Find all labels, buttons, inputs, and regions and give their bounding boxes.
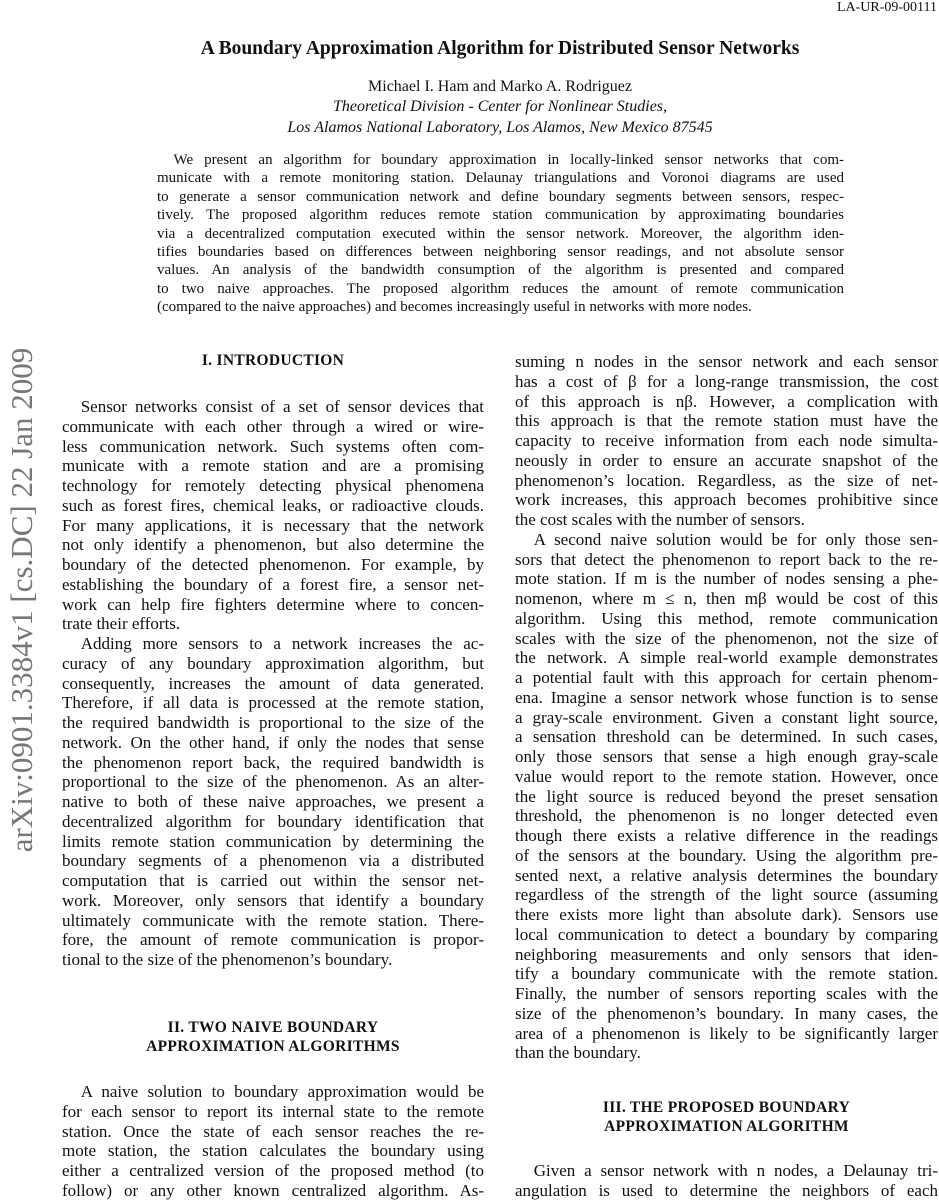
- text-line: the phenomenon report back, the required bandwidth is: [62, 752, 484, 772]
- text-line: capacity to receive information from each node simulta-: [515, 431, 938, 450]
- text-line: municate with a remote station and are a promising: [62, 456, 484, 476]
- text-line: than the boundary.: [515, 1043, 641, 1063]
- text-line: Adding more sensors to a network increases the ac-: [80, 634, 484, 653]
- text-line: there exists more light than absolute dark). Sensors use: [515, 905, 938, 924]
- section-heading-naive-2: APPROXIMATION ALGORITHMS: [146, 1038, 400, 1055]
- text-line: technology for remotely detecting physical phenomena: [62, 476, 484, 495]
- text-line: boundary segments of a phenomenon via a distributed: [62, 851, 484, 871]
- text-line: curacy of any boundary approximation algorithm, but: [62, 653, 484, 673]
- text-line: threshold, the phenomenon is no longer detected even: [515, 806, 938, 826]
- section-heading-naive-1: II. TWO NAIVE BOUNDARY: [167, 1019, 379, 1036]
- text-line: (compared to the naive approaches) and becomes increasingly useful in networks with more nodes.: [157, 299, 752, 316]
- text-line: work. Moreover, only sensors that identify a boundary: [62, 890, 484, 910]
- text-line: has a cost of β for a long-range transmission, the cost: [515, 371, 938, 391]
- text-line: limits remote station communication by determining the: [62, 831, 484, 851]
- text-line: neighboring measurements and only sensors that iden-: [515, 944, 938, 964]
- text-line: this approach is that the remote station must have the: [515, 411, 938, 431]
- text-line: Given a sensor network with n nodes, a Delaunay tri-: [533, 1161, 938, 1180]
- text-line: angulation is used to determine the neighbors of each: [515, 1180, 938, 1200]
- text-line: such as forest fires, chemical leaks, or radioactive clouds.: [62, 495, 484, 515]
- text-line: a gray-scale environment. Given a constant light source,: [515, 707, 938, 727]
- proposed-section-text: [515, 1161, 938, 1201]
- text-line: native to both of these naive approaches, we present a: [62, 792, 484, 811]
- section-heading-introduction: I. INTRODUCTION: [201, 352, 345, 369]
- text-line: scales with the size of the phenomenon, not the size of: [515, 628, 938, 648]
- text-line: for each sensor to report its internal state to the remote: [62, 1101, 484, 1121]
- arxiv-identifier: arXiv:0901.3384v1 [cs.DC] 22 Jan 2009: [4, 347, 39, 853]
- text-line: communicate with each other through a wired or wire-: [62, 416, 484, 436]
- text-line: decentralized algorithm for boundary identification that: [62, 811, 484, 831]
- text-line: regardless of the strength of the light source (assuming: [515, 885, 938, 905]
- text-line: station. Once the state of each sensor reaches the re-: [62, 1121, 484, 1141]
- text-line: trate their efforts.: [62, 614, 181, 634]
- text-line: neously in order to ensure an accurate snapshot of the: [515, 450, 938, 470]
- text-line: a potential fault with this approach for certain phenom-: [515, 668, 938, 687]
- text-line: size of the phenomenon’s boundary. In many cases, the: [515, 1003, 938, 1023]
- text-line: Finally, the number of sensors reporting scales with the: [515, 984, 938, 1003]
- authors: Michael I. Ham and Marko A. Rodriguez: [368, 78, 632, 95]
- text-line: computation that is carried out within the sensor net-: [62, 871, 484, 890]
- text-line: the network. A simple real-world example demonstrates: [515, 648, 938, 668]
- text-line: either a centralized version of the proposed method (to: [62, 1161, 484, 1180]
- text-line: A naive solution to boundary approximation would be: [80, 1082, 484, 1101]
- text-line: We present an algorithm for boundary approximation in locally-linked sensor networks that com-: [173, 152, 844, 168]
- text-line: phenomenon’s location. Regardless, as the size of net-: [515, 470, 938, 490]
- text-line: work can help fire fighters determine where to concen-: [62, 594, 484, 614]
- text-line: tifies boundaries based on differences between neighboring sensor readings, and not absolute sensor: [157, 244, 844, 261]
- text-line: nomenon, where m ≤ n, then mβ would be cost of this: [515, 589, 938, 608]
- report-number: LA-UR-09-00111: [836, 0, 937, 15]
- text-line: of this approach is nβ. However, a complication with: [515, 391, 938, 411]
- text-line: via a decentralized computation executed within the sensor network. Moreover, the algorithm iden-: [157, 225, 844, 242]
- text-line: sors that detect the phenomenon to report back to the re-: [515, 549, 938, 569]
- text-line: only those sensors that sense a high enough gray-scale: [515, 747, 938, 766]
- section-heading-proposed-1: III. THE PROPOSED BOUNDARY: [602, 1099, 851, 1116]
- text-line: boundary of the detected phenomenon. For example, by: [62, 555, 484, 574]
- naive-section-text: [62, 1082, 484, 1201]
- text-line: local communication to detect a boundary by comparing: [515, 924, 938, 944]
- text-line: the light source is reduced beyond the preset sensation: [515, 786, 938, 806]
- text-line: establishing the boundary of a forest fire, a sensor net-: [62, 574, 484, 594]
- introduction-text: [62, 397, 484, 970]
- text-line: values. An analysis of the bandwidth consumption of the algorithm is presented and compared: [157, 262, 844, 279]
- text-line: algorithm. Using this method, remote communication: [515, 608, 938, 628]
- text-line: the cost scales with the number of sensors.: [515, 510, 805, 529]
- text-line: mote station. If m is the number of nodes sensing a phe-: [515, 569, 938, 589]
- text-line: less communication network. Such systems often com-: [62, 436, 484, 456]
- text-line: tively. The proposed algorithm reduces remote station communication by approximating boundaries: [157, 207, 844, 224]
- affiliation-line-1: Theoretical Division - Center for Nonlinear Studies,: [332, 98, 668, 115]
- text-line: For many applications, it is necessary that the network: [62, 515, 484, 535]
- text-line: ena. Imagine a sensor network whose function is to sense: [515, 687, 938, 707]
- text-line: value would report to the remote station. However, once: [515, 766, 938, 786]
- text-line: Sensor networks consist of a set of sensor devices that: [80, 397, 484, 416]
- text-line: suming n nodes in the sensor network and each sensor: [515, 352, 938, 371]
- text-line: mote station, the station calculates the boundary using: [62, 1141, 484, 1161]
- text-line: consequently, increases the amount of data generated.: [62, 673, 484, 693]
- text-line: Therefore, if all data is processed at the remote station,: [62, 693, 484, 713]
- text-line: follow) or any other known centralized algorithm. As-: [62, 1180, 484, 1200]
- text-line: not only identify a phenomenon, but also determine the: [62, 535, 484, 555]
- text-line: to two naive approaches. The proposed algorithm reduces the amount of remote communication: [157, 280, 844, 297]
- text-line: network. On the other hand, if only the nodes that sense: [62, 732, 484, 752]
- text-line: tional to the size of the phenomenon’s boundary.: [62, 950, 393, 969]
- text-line: tify a boundary communicate with the remote station.: [515, 964, 938, 984]
- text-line: area of a phenomenon is likely to be significantly larger: [515, 1023, 938, 1043]
- text-line: ultimately communicate with the remote station. There-: [62, 910, 484, 930]
- paper-title: A Boundary Approximation Algorithm for Distributed Sensor Networks: [200, 38, 800, 59]
- text-line: though there exists a relative difference in the readings: [515, 826, 938, 845]
- text-line: a sensation threshold can be determined. In such cases,: [515, 727, 938, 747]
- naive-section-text-continued: [515, 352, 938, 1063]
- text-line: of the sensors at the boundary. Using the algorithm pre-: [515, 845, 938, 865]
- text-line: sented next, a relative analysis determines the boundary: [515, 865, 938, 885]
- affiliation-line-2: Los Alamos National Laboratory, Los Alamos, New Mexico 87545: [287, 119, 713, 136]
- text-line: municate with a remote monitoring station. Delaunay triangulations and Voronoi diagrams are used: [157, 170, 844, 187]
- text-line: work increases, this approach becomes prohibitive since: [515, 490, 938, 510]
- abstract: [157, 151, 844, 317]
- text-line: A second naive solution would be for only those sen-: [533, 529, 938, 549]
- text-line: fore, the amount of remote communication is propor-: [62, 930, 484, 950]
- text-line: to generate a sensor communication network and define boundary segments between sensors, respec-: [157, 188, 844, 205]
- text-line: the required bandwidth is proportional to the size of the: [62, 713, 484, 732]
- text-line: proportional to the size of the phenomenon. As an alter-: [62, 772, 484, 792]
- section-heading-proposed-2: APPROXIMATION ALGORITHM: [604, 1118, 849, 1135]
